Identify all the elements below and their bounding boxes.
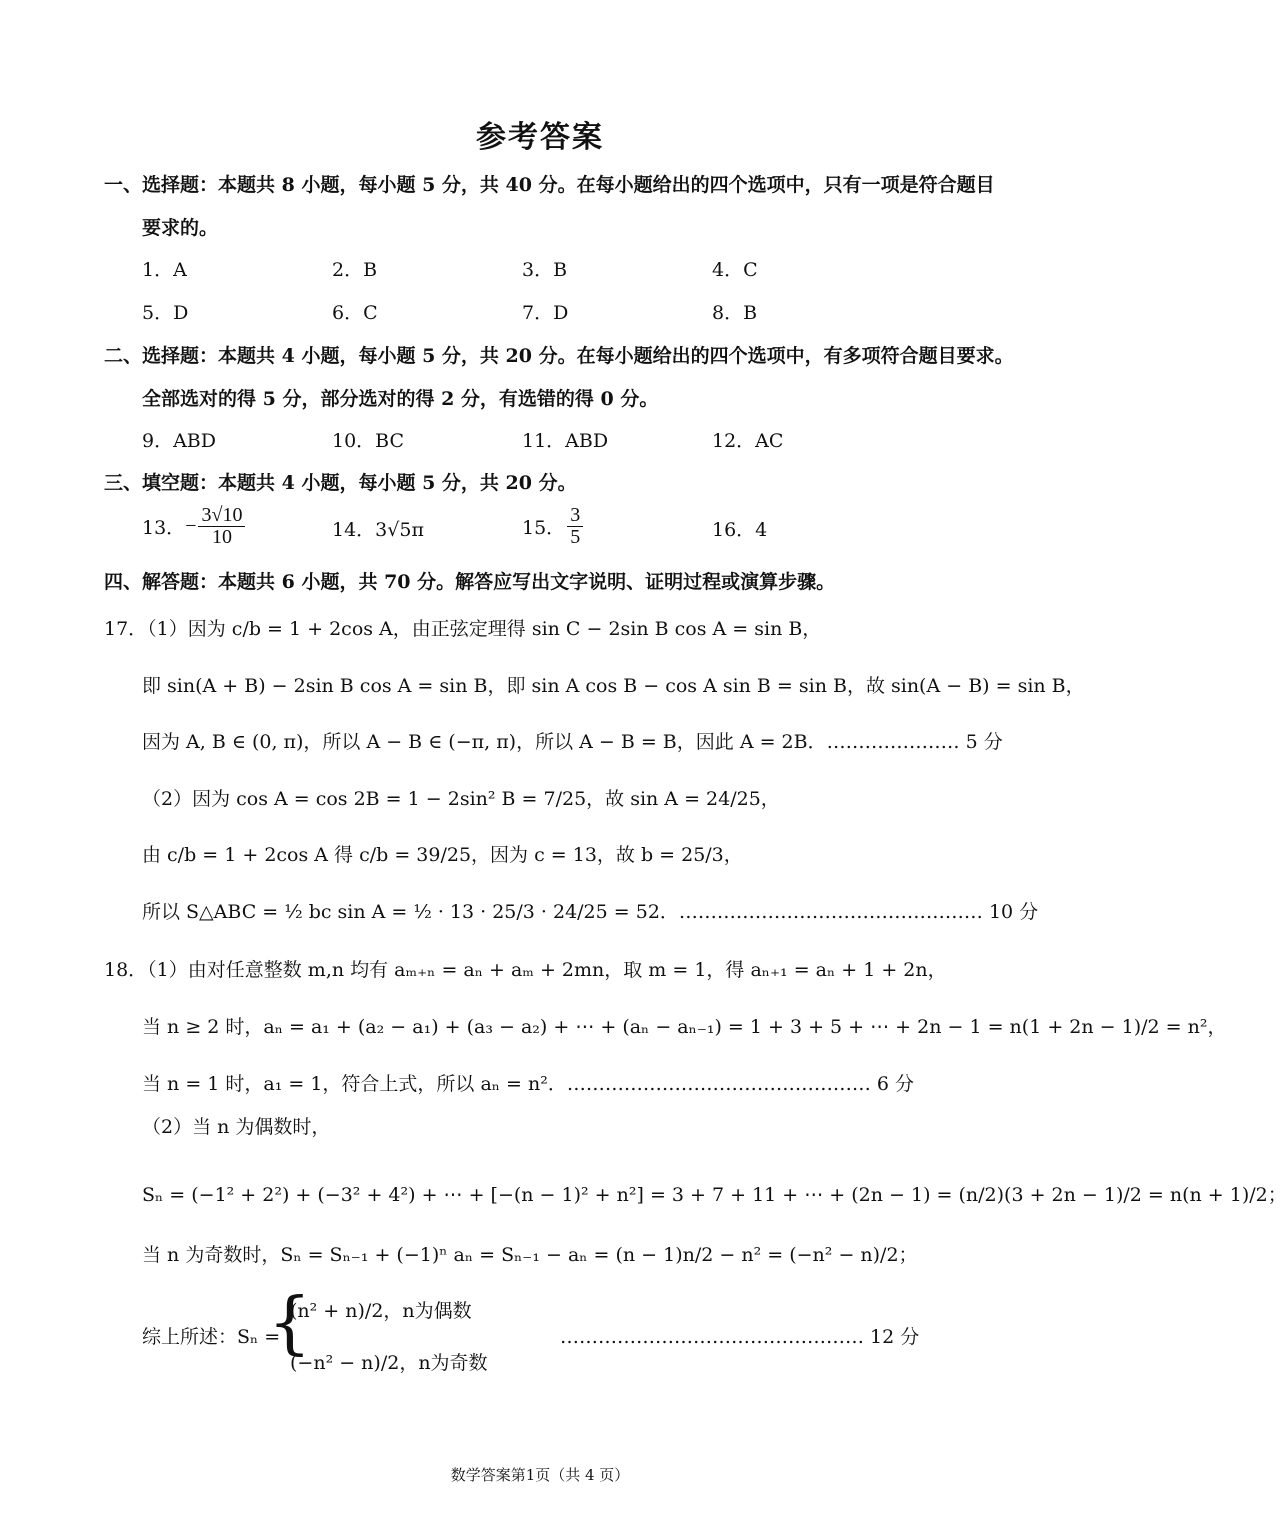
q18-summary-label: 综上所述：Sₙ = <box>142 1326 281 1348</box>
answer-13: 13． − $\frac{3√10}{10}$ <box>142 505 247 548</box>
q18-line-5: Sₙ = (−1² + 2²) + (−3² + 4²) + ⋯ + [−(n − 1)² + n²] = 3 + 7 + 11 + ⋯ + (2n − 1) = (n/2)(3 + 2n − 1)/2 = n(n + 1)/2； <box>142 1184 1287 1206</box>
answer-15-label: 15． <box>522 517 566 539</box>
answer-6: 6．C <box>332 302 378 324</box>
q18-line-2: 当 n ≥ 2 时，aₙ = a₁ + (a₂ − a₁) + (a₃ − a₂) + ⋯ + (aₙ − aₙ₋₁) = 1 + 3 + 5 + ⋯ + 2n − 1 = n(1 + 2n − 1)/2 = n²， <box>142 1016 1227 1038</box>
answer-3: 3．B <box>522 259 568 281</box>
q18-case-even: (n² + n)/2，n为偶数 <box>290 1300 472 1322</box>
answer-15-denominator: 5 <box>570 526 581 548</box>
page-footer: 数学答案第1页（共 4 页） <box>450 1466 630 1484</box>
q17-line-6: 所以 S△ABC = ½ bc sin A = ½ · 13 · 25/3 · 24/25 = 52．………………………………………… 10 分 <box>142 901 1039 923</box>
q18-line-3: 当 n = 1 时，a₁ = 1，符合上式，所以 aₙ = n²．………………………………………… 6 分 <box>142 1073 915 1095</box>
answer-12: 12．AC <box>712 430 784 452</box>
answer-4: 4．C <box>712 259 758 281</box>
q17-line-5: 由 c/b = 1 + 2cos A 得 c/b = 39/25，因为 c = 13，故 b = 25/3， <box>142 844 743 866</box>
section-3-header: 三、填空题：本题共 4 小题，每小题 5 分，共 20 分。 <box>104 472 577 494</box>
section-2-header-cont: 全部选对的得 5 分，部分选对的得 2 分，有选错的得 0 分。 <box>142 388 659 410</box>
q18-line-4: （2）当 n 为偶数时， <box>142 1116 331 1138</box>
answer-15-numerator: 3 <box>567 505 583 527</box>
answer-1: 1．A <box>142 259 187 281</box>
answer-7: 7．D <box>522 302 569 324</box>
answer-15 <box>522 505 585 548</box>
q17-line-2: 即 sin(A + B) − 2sin B cos A = sin B，即 sin A cos B − cos A sin B = sin B，故 sin(A − B) = sin B， <box>142 675 1085 697</box>
answer-5: 5．D <box>142 302 189 324</box>
answer-13-fraction <box>198 505 245 548</box>
answer-2: 2．B <box>332 259 378 281</box>
q18-line-6: 当 n 为奇数时，Sₙ = Sₙ₋₁ + (−1)ⁿ aₙ = Sₙ₋₁ − aₙ = (n − 1)n/2 − n² = (−n² − n)/2； <box>142 1244 918 1266</box>
answer-11: 11．ABD <box>522 430 609 452</box>
q17-line-1: 17．（1）因为 c/b = 1 + 2cos A，由正弦定理得 sin C − 2sin B cos A = sin B， <box>104 618 822 640</box>
q17-line-4: （2）因为 cos A = cos 2B = 1 − 2sin² B = 7/25，故 sin A = 24/25， <box>142 788 780 810</box>
q18-score: ………………………………………… 12 分 <box>560 1326 920 1348</box>
answer-13-label: 13． <box>142 517 186 539</box>
answer-9: 9．ABD <box>142 430 217 452</box>
answer-13-denominator: 10 <box>211 526 232 548</box>
section-1-header-cont: 要求的。 <box>142 217 219 239</box>
answer-8: 8．B <box>712 302 758 324</box>
answer-13-numerator: 3√10 <box>198 505 245 527</box>
answer-10: 10．BC <box>332 430 405 452</box>
answer-14: 14．3√5π <box>332 519 424 541</box>
q17-line-3: 因为 A, B ∈ (0, π)，所以 A − B ∈ (−π, π)，所以 A − B = B，因此 A = 2B．………………… 5 分 <box>142 731 1003 753</box>
left-brace: { <box>268 1284 312 1363</box>
page-title: 参考答案 <box>476 120 604 155</box>
section-2-header: 二、选择题：本题共 4 小题，每小题 5 分，共 20 分。在每小题给出的四个选项中，有多项符合题目要求。 <box>104 345 1014 367</box>
section-1-header: 一、选择题：本题共 8 小题，每小题 5 分，共 40 分。在每小题给出的四个选项中，只有一项是符合题目 <box>104 174 995 196</box>
answer-16: 16．4 <box>712 519 768 541</box>
q18-line-1: 18．（1）由对任意整数 m,n 均有 aₘ₊ₙ = aₙ + aₘ + 2mn，取 m = 1，得 aₙ₊₁ = aₙ + 1 + 2n， <box>104 959 947 981</box>
q18-case-odd: (−n² − n)/2，n为奇数 <box>290 1352 488 1374</box>
answer-15-fraction <box>567 505 583 548</box>
section-4-header: 四、解答题：本题共 6 小题，共 70 分。解答应写出文字说明、证明过程或演算步骤。 <box>104 571 836 593</box>
